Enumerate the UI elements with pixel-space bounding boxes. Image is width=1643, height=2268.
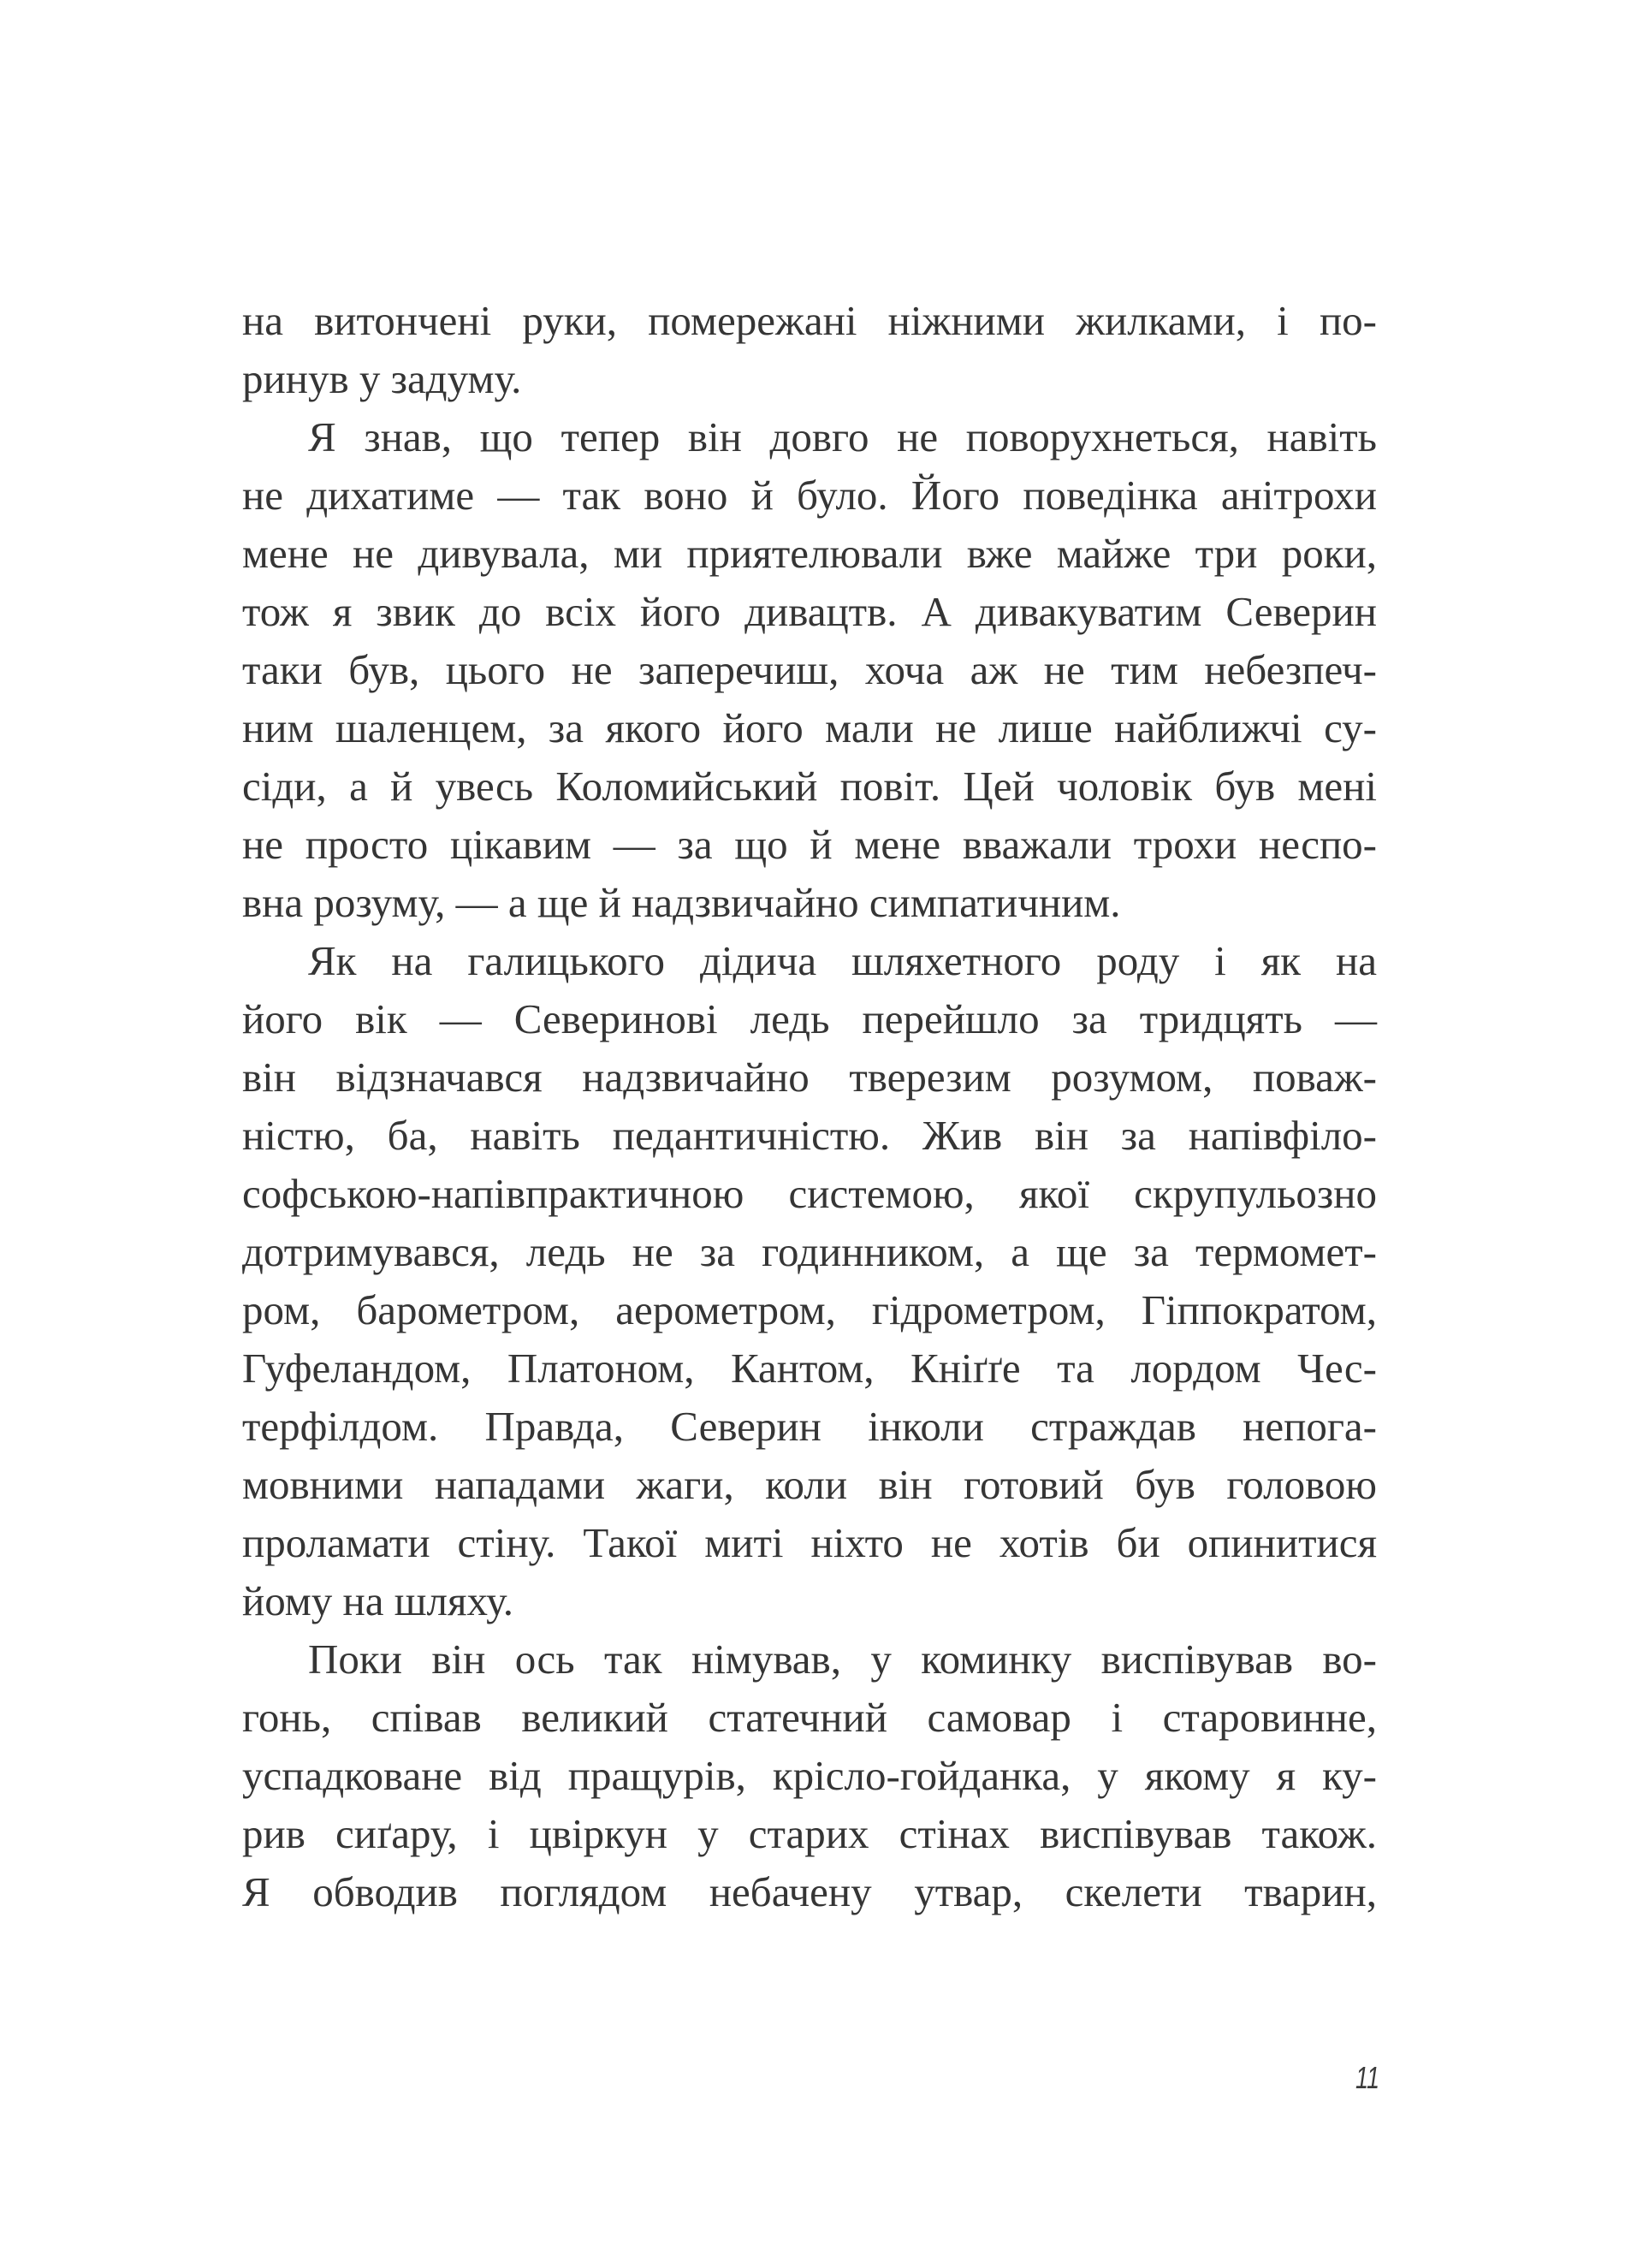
text-line: ним шаленцем, за якого його мали не лише найближчі су- [242,704,1377,751]
text-line: ром, барометром, аерометром, гідрометром, Гіппократом, [242,1286,1377,1333]
text-line: ністю, ба, навіть педантичністю. Жив він за напівфіло- [242,1112,1377,1159]
text-line: не просто цікавим — за що й мене вважали трохи неспо- [242,821,1377,868]
body-text [242,292,1377,1921]
text-line: софською-напівпрактичною системою, якої скрупульозно [242,1170,1377,1217]
text-line: Поки він ось так німував, у коминку виспівував во- [308,1636,1377,1683]
text-line: успадковане від пращурів, крісло-гойданка, у якому я ку- [242,1752,1377,1799]
text-line: терфілдом. Правда, Северин інколи страждав непога- [242,1403,1377,1450]
text-line: Я знав, що тепер він довго не поворухнеться, навіть [308,413,1377,460]
text-line: тож я звик до всіх його дивацтв. А дивакуватим Северин [242,588,1377,635]
paragraph [242,408,1377,932]
paragraph [242,932,1377,1630]
text-line: не дихатиме — так воно й було. Його поведінка анітрохи [242,472,1377,519]
text-line: мене не дивувала, ми приятелювали вже майже три роки, [242,530,1377,577]
text-line: таки був, цього не заперечиш, хоча аж не тим небезпеч- [242,646,1377,693]
text-line: дотримувався, ледь не за годинником, а ще за термомет- [242,1228,1377,1275]
text-line: гонь, співав великий статечний самовар і старовинне, [242,1694,1377,1741]
text-line: Гуфеландом, Платоном, Кантом, Кніґґе та лордом Чес- [242,1345,1377,1392]
text-line: проламати стіну. Такої миті ніхто не хотів би опинитися [242,1519,1377,1566]
page-number: 11 [1355,2060,1379,2095]
text-line: мовними нападами жаги, коли він готовий був головою [242,1461,1377,1508]
paragraph [242,1630,1377,1921]
text-line: на витончені руки, помережані ніжними жилками, і по- [242,297,1377,344]
text-line: Як на галицького дідича шляхетного роду і як на [308,937,1377,984]
text-line: його вік — Северинові ледь перейшло за тридцять — [242,995,1377,1042]
text-line: вна розуму, — а ще й надзвичайно симпатичним. [242,879,1121,926]
paragraph [242,292,1377,408]
text-line: він відзначався надзвичайно тверезим розумом, поваж- [242,1054,1377,1101]
text-line: рив сиґару, і цвіркун у старих стінах виспівував також. [242,1810,1377,1857]
text-line: сіди, а й увесь Коломийський повіт. Цей чоловік був мені [242,763,1377,810]
text-line: йому на шляху. [242,1577,513,1624]
text-line: Я обводив поглядом небачену утвар, скелети тварин, [242,1868,1377,1915]
text-line: ринув у задуму. [242,355,522,402]
